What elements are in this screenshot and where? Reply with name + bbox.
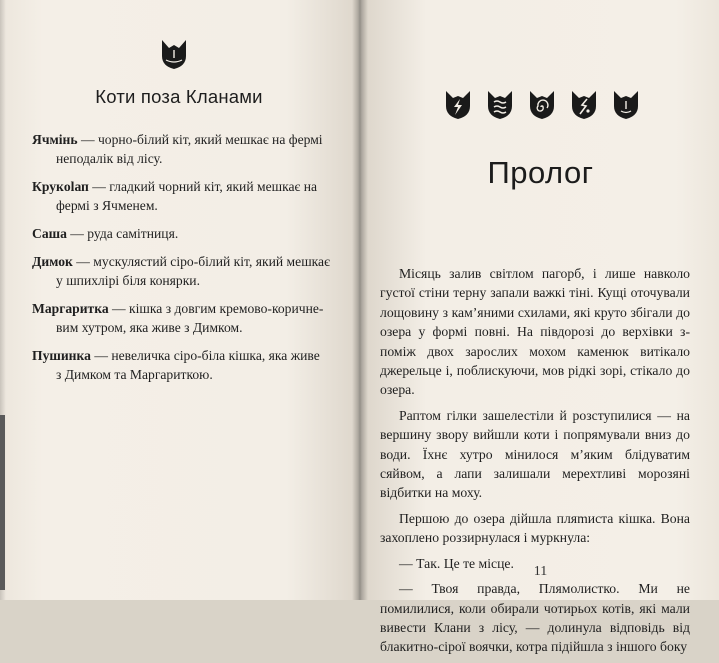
list-item: Пушинка — невеличка сіро-біла кішка, яка живе з Димком та Маргариткою. [32,346,338,384]
character-list [32,130,338,393]
river-clan-icon [487,90,513,120]
page-edge-stack [0,415,5,590]
character-name: Крукolап [32,179,89,194]
character-description: мускулястий сіро-білий кіт, який мешкає [93,254,330,269]
chapter-title: Пролог [487,155,594,190]
lightning-clan-icon [445,90,471,120]
character-name: Пушинка [32,348,91,363]
character-name: Ячмінь [32,132,78,147]
character-name: Саша [32,226,67,241]
character-description: невеличка сіро-біла кішка, яка живе [111,348,320,363]
sky-clan-icon [613,90,639,120]
list-item: Саша — руда самітниця. [32,226,179,241]
character-description: чорно-білий кіт, який мешкає на фермі [97,132,323,147]
list-item: Ячмінь — чорно-білий кіт, який мешкає на фермі неподалік від лісу. [32,130,338,168]
page-number: 11 [533,564,548,579]
paragraph: Місяць залив світлом пагорб, і лише навколо густої стіни терну запали важкі тіні. Кущі оточували лощовину з кам’яними схилами, які круто збігали до озера у формі повні. На півдорозі до верхівки з-поміж двох зарослих мохом каменюк витікало джерельце і, поблискуючи, мов рідкі зорі, стікало до озера. [380,266,690,398]
page-heading: Коти поза Кланами [95,86,263,107]
list-item: Крукolап — гладкий чорний кіт, який мешкає на фермі з Ячменем. [32,177,338,215]
character-description-cont: з Димком та Маргариткою. [56,367,213,382]
shadow-clan-icon [571,90,597,120]
character-description: гладкий чорний кіт, який мешкає на [109,179,318,194]
paragraph: — Так. Це те місце. [399,555,514,571]
paragraph: Раптом гілки зашелестіли й розступилися — на вершину звору вийшли коти і попрямували вниз до води. Їхнє хутро мінилося м’яким блідуватим сяйвом, а лапи залишали мерехтливі морозяні відбитки на моху. [380,407,690,501]
paragraph: Першою до озера дійшла пляmиста кішка. Вона захоплено роззирнулася і муркнула: [380,510,690,546]
character-description: руда самітниця. [87,226,179,241]
character-description-cont: у шпихлірі біля конярки. [56,273,200,288]
character-name: Димок [32,254,73,269]
character-name: Маргаритка [32,301,109,316]
clan-emblems [445,90,639,120]
list-item: Димок — мускулястий сіро-білий кіт, який мешкає у шпихлірі біля конярки. [32,252,338,290]
list-item: Маргаритка — кішка з довгим кремово-коричне- вим хутром, яка живе з Димком. [32,299,338,337]
character-description-cont: неподалік від лісу. [56,151,163,166]
chapter-body [380,264,690,663]
character-description-cont: фермі з Ячменем. [56,198,158,213]
character-description: кішка з довгим кремово-коричне- [129,301,324,316]
wind-clan-icon [529,90,555,120]
paragraph: — Твоя правда, Плямолистко. Ми не помилилися, коли обирали чотирьох котів, які мали вивести Клани з лісу, — долинула відповідь від блакитно-сірої воячки, котра підійшла з іншого боку [380,581,690,655]
cat-head-icon [160,38,188,70]
character-description-cont: вим хутром, яка живе з Димком. [56,320,243,335]
